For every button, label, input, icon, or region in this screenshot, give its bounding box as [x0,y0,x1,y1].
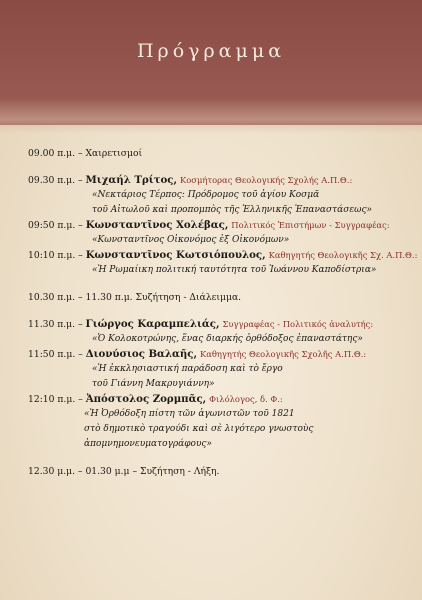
talk-title: ἀπομνημονευματογράφους» [84,439,212,449]
speaker-role: Φιλόλογος, δ. Φ.: [209,394,283,404]
talk-title: «Νεκτάριος Τέρπος: Πρόδρομος τοῦ ἁγίου Κοσμᾶ [92,190,320,200]
session-sep: – [78,220,83,231]
session-sep: – [78,250,83,261]
session-row [28,173,408,188]
speaker-name: Κωνσταντῖνος Χολέβας, [85,219,229,231]
session-sep: – [78,349,83,360]
talk-title: «Κωνσταντῖνος Οἰκονόμος ἐξ Οἰκονόμων» [92,235,290,245]
program-list [28,146,418,479]
header-fade [0,98,422,134]
speaker-name: Ἀπόστολος Ζορμπᾶς, [85,393,207,405]
talk-title: «Ἡ ἐκκλησιαστική παράδοση καὶ τὸ ἔργο [92,364,283,374]
session-row [28,248,418,263]
session-row [28,347,408,362]
session-time: 11.30 π.μ. [28,319,76,330]
speaker-name: Διονύσιος Βαλαῆς, [85,348,198,360]
break-row: 10.30 π.μ. – 11.30 π.μ. Συζήτηση - Διάλειμμα. [28,292,242,303]
speaker-name: Κωνσταντῖνος Κωτσιόπουλος, [85,249,266,261]
session-row [28,392,408,407]
session-sep: – [78,394,83,405]
session-sep: – [78,175,83,186]
speaker-role: Συγγραφέας - Πολιτικός ἀναλυτής: [222,319,374,329]
speaker-role: Κοσμήτορας Θεολογικής Σχολής Α.Π.Θ.: [179,175,353,185]
welcome-text: Χαιρετισμοί [85,148,143,159]
talk-title: «Ἡ Ὀρθόδοξη πίστη τῶν ἀγωνιστῶν τοῦ 1821 [84,409,295,419]
speaker-name: Γιώργος Καραμπελιάς, [85,318,220,330]
welcome-row [28,146,408,161]
speaker-role: Καθηγητής Θεολογικῆς Σχολῆς Α.Π.Θ.: [199,349,367,359]
session-time: 10:10 π.μ. [28,250,76,261]
session-time: 12:10 π.μ. [28,394,76,405]
speaker-role: Καθηγητής Θεολογικῆς Σχ. Α.Π.Θ.: [268,250,418,260]
session-sep: – [78,319,83,330]
talk-title: τοῦ Αἰτωλοῦ καὶ προπομπὸς τῆς Ἑλληνικῆς Ἐπαναστάσεως» [92,205,373,215]
speaker-name: Μιχαήλ Τρίτος, [85,174,178,186]
session-time: 09.30 π.μ. [28,175,76,186]
talk-title: «Ὁ Κολοκοτρώνης, ἕνας διαρκής ὀρθόδοξος ἐπαναστάτης» [92,334,363,344]
welcome-sep: – [78,148,83,159]
talk-title: «Ἡ Ρωμαίικη πολιτική ταυτότητα τοῦ Ἰωάννου Καποδίστρια» [92,265,377,275]
session-row [28,218,408,233]
session-time: 11:50 π.μ. [28,349,76,360]
session-time: 09:50 π.μ. [28,220,76,231]
page-title: Πρόγραμμα [136,40,286,62]
welcome-time: 09.00 π.μ. [28,148,76,159]
closing-row: 12.30 μ.μ. – 01.30 μ.μ – Συζήτηση - Λήξη. [28,466,220,477]
talk-title: τοῦ Γιάννη Μακρυγιάννη» [92,379,215,389]
speaker-role: Πολιτικός Ἐπιστήμων - Συγγραφέας: [231,220,390,230]
session-row [28,317,408,332]
talk-title: στὸ δημοτικὸ τραγούδι καὶ σὲ λιγότερο γνωστοὺς [84,424,314,434]
